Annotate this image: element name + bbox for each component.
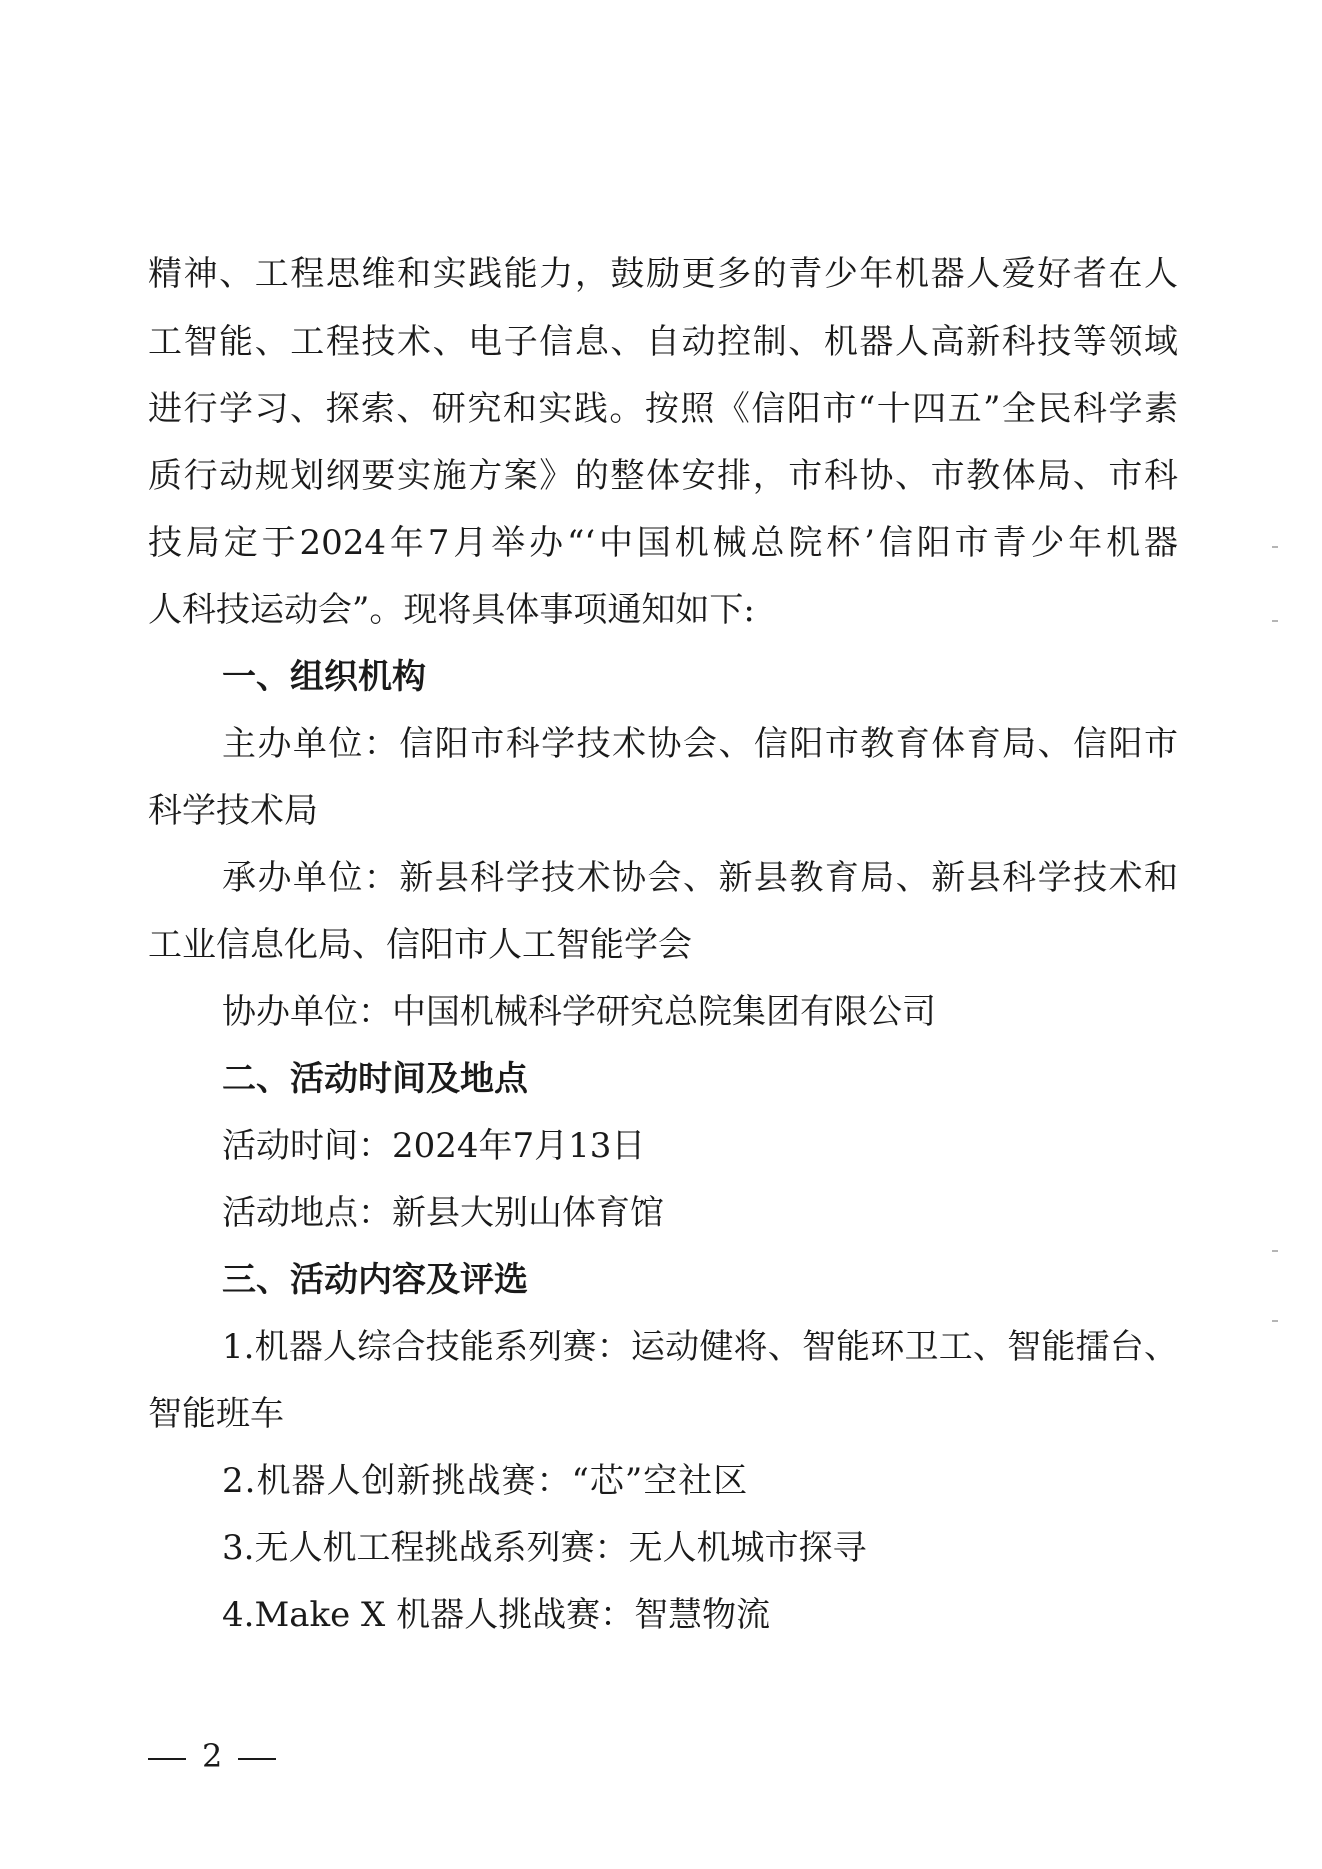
footer-dash-left [148, 1758, 186, 1760]
organizer-units-line-2: 工业信息化局、信阳市人工智能学会 [148, 925, 692, 965]
paragraph-line-3: 进行学习、探索、研究和实践。按照《信阳市“十四五”全民科学素 [148, 389, 1178, 429]
paragraph-line-6: 人科技运动会”。现将具体事项通知如下: [148, 590, 755, 630]
competition-item-1-line-1: 1.机器人综合技能系列赛：运动健将、智能环卫工、智能擂台、 [222, 1327, 1178, 1367]
scan-mark [1272, 546, 1278, 548]
host-units-line-2: 科学技术局 [148, 791, 318, 831]
section-heading-time-place: 二、活动时间及地点 [222, 1059, 528, 1099]
section-heading-content: 三、活动内容及评选 [222, 1260, 528, 1300]
paragraph-line-2: 工智能、工程技术、电子信息、自动控制、机器人高新科技等领域 [148, 322, 1178, 362]
paragraph-line-4: 质行动规划纲要实施方案》的整体安排，市科协、市教体局、市科 [148, 456, 1178, 496]
competition-item-2: 2.机器人创新挑战赛：“芯”空社区 [222, 1461, 749, 1501]
section-heading-organization: 一、组织机构 [222, 657, 426, 697]
activity-time: 活动时间：2024年7月13日 [222, 1126, 646, 1166]
host-units-line-1: 主办单位：信阳市科学技术协会、信阳市教育体育局、信阳市 [222, 724, 1178, 764]
competition-item-3: 3.无人机工程挑战系列赛：无人机城市探寻 [222, 1528, 867, 1568]
footer-dash-right [238, 1758, 276, 1760]
scan-mark [1272, 620, 1278, 622]
activity-place: 活动地点：新县大别山体育馆 [222, 1193, 664, 1233]
competition-item-1-line-2: 智能班车 [148, 1394, 284, 1434]
competition-item-4: 4.Make X 机器人挑战赛：智慧物流 [222, 1595, 771, 1635]
scan-mark [1272, 1250, 1278, 1252]
page-number-footer [148, 1736, 276, 1776]
scan-mark [1272, 1320, 1278, 1322]
paragraph-line-1: 精神、工程思维和实践能力，鼓励更多的青少年机器人爱好者在人 [148, 254, 1178, 294]
page-number: 2 [202, 1737, 223, 1775]
co-organizer-unit: 协办单位：中国机械科学研究总院集团有限公司 [222, 992, 936, 1032]
organizer-units-line-1: 承办单位：新县科学技术协会、新县教育局、新县科学技术和 [222, 858, 1178, 898]
paragraph-line-5: 技局定于2024年7月举办“‘中国机械总院杯’信阳市青少年机器 [148, 523, 1178, 563]
